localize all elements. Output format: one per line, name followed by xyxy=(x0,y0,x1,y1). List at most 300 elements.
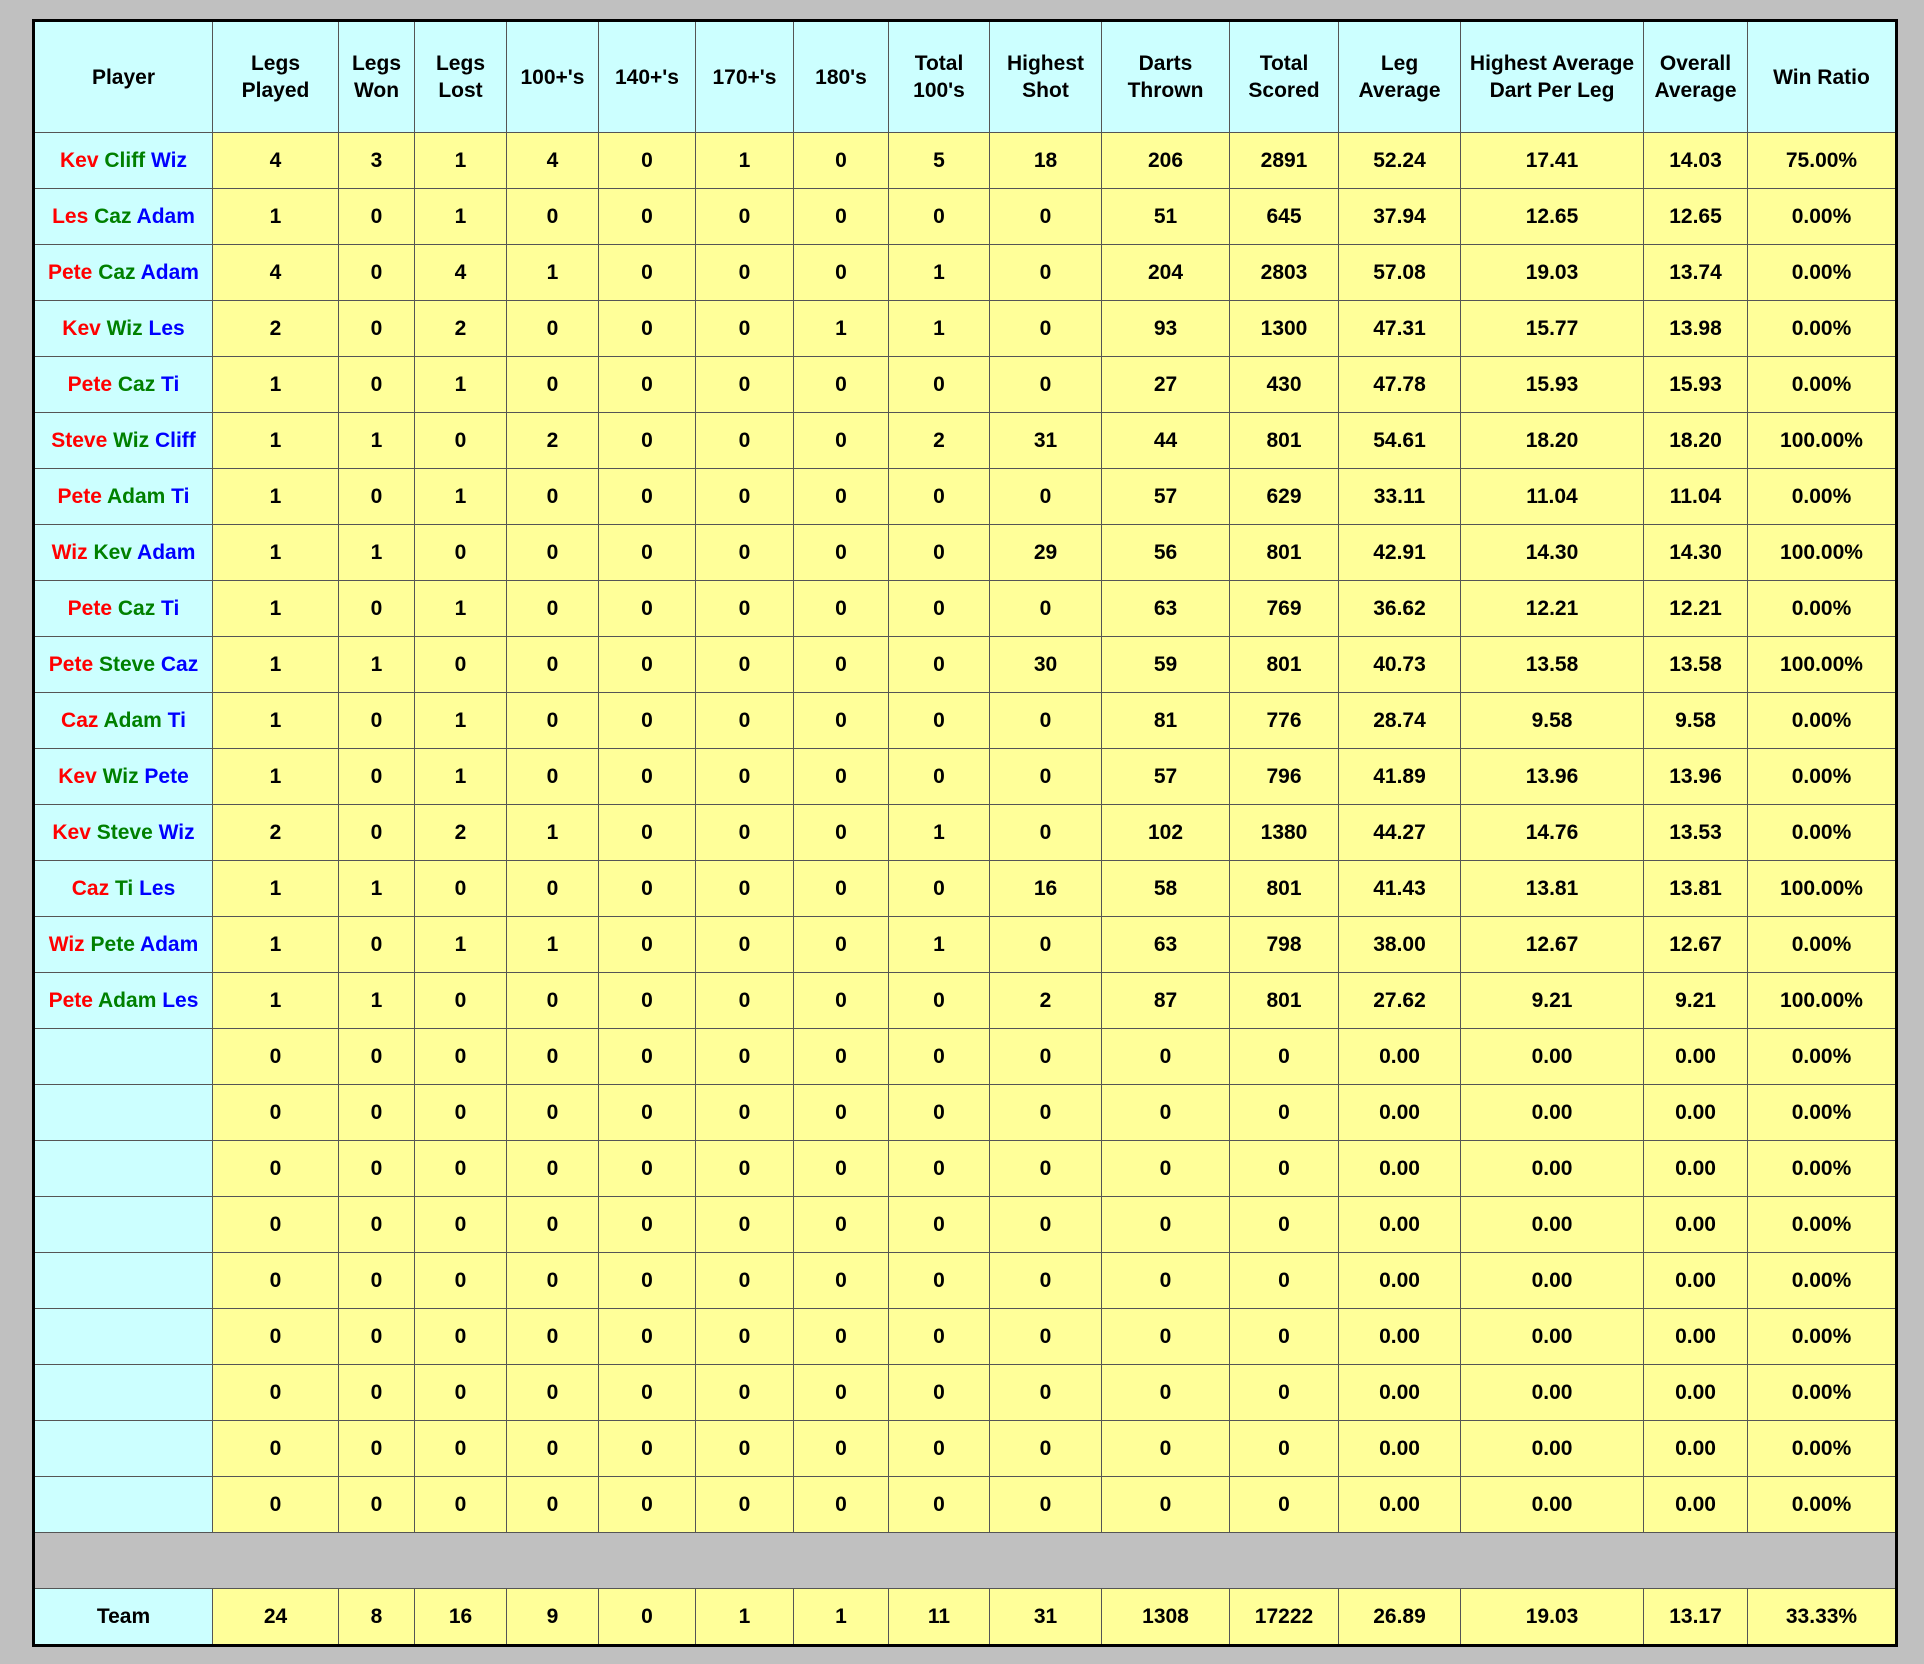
stat-cell: 1 xyxy=(507,805,599,861)
stat-cell: 0.00 xyxy=(1339,1477,1461,1533)
stat-cell: 52.24 xyxy=(1339,133,1461,189)
stat-cell: 9.58 xyxy=(1461,693,1644,749)
stat-cell: 1 xyxy=(213,973,339,1029)
stat-cell: 57 xyxy=(1102,749,1230,805)
stat-cell: 0 xyxy=(339,1029,415,1085)
table-row xyxy=(34,357,1897,413)
player-name: Wiz xyxy=(48,932,85,956)
stat-cell: 0 xyxy=(794,1141,889,1197)
stat-cell: 59 xyxy=(1102,637,1230,693)
stat-cell: 0 xyxy=(339,357,415,413)
stat-cell: 0 xyxy=(599,749,696,805)
stat-cell: 0 xyxy=(794,1477,889,1533)
stat-cell: 0 xyxy=(696,973,794,1029)
stat-cell: 1 xyxy=(794,301,889,357)
stat-cell: 0 xyxy=(507,1141,599,1197)
column-header: Player xyxy=(34,21,213,133)
stat-cell: 102 xyxy=(1102,805,1230,861)
stat-cell: 801 xyxy=(1230,525,1339,581)
stat-cell: 1300 xyxy=(1230,301,1339,357)
table-row xyxy=(34,693,1897,749)
stat-cell: 0 xyxy=(889,581,990,637)
stat-cell: 36.62 xyxy=(1339,581,1461,637)
player-name: Adam xyxy=(103,708,162,732)
stat-cell: 206 xyxy=(1102,133,1230,189)
stat-cell: 0 xyxy=(213,1197,339,1253)
stat-cell: 5 xyxy=(889,133,990,189)
stat-cell: 0 xyxy=(794,189,889,245)
column-header: Darts Thrown xyxy=(1102,21,1230,133)
stat-cell: 0.00 xyxy=(1461,1477,1644,1533)
stat-cell: 0.00 xyxy=(1644,1309,1748,1365)
player-name: Les xyxy=(148,316,185,340)
stat-cell: 2803 xyxy=(1230,245,1339,301)
stat-cell: 0 xyxy=(696,1477,794,1533)
column-header: Legs Played xyxy=(213,21,339,133)
stat-cell: 0 xyxy=(990,1253,1102,1309)
stat-cell: 2 xyxy=(415,805,507,861)
stat-cell: 0 xyxy=(794,413,889,469)
stat-cell: 0.00 xyxy=(1339,1421,1461,1477)
stat-cell: 1 xyxy=(339,637,415,693)
stat-cell: 0.00% xyxy=(1748,357,1897,413)
stat-cell: 0.00 xyxy=(1339,1253,1461,1309)
team-stat-cell: 13.17 xyxy=(1644,1589,1748,1646)
stat-cell: 1 xyxy=(213,917,339,973)
stat-cell: 0 xyxy=(794,469,889,525)
stat-cell: 769 xyxy=(1230,581,1339,637)
stat-cell: 0.00 xyxy=(1644,1477,1748,1533)
stat-cell: 1 xyxy=(415,357,507,413)
stat-cell: 0 xyxy=(339,189,415,245)
table-row xyxy=(34,917,1897,973)
player-name: Pete xyxy=(67,596,112,620)
column-header: 170+'s xyxy=(696,21,794,133)
table-row xyxy=(34,637,1897,693)
stat-cell: 0.00 xyxy=(1461,1309,1644,1365)
stat-cell: 0 xyxy=(1230,1141,1339,1197)
stat-cell: 1 xyxy=(415,917,507,973)
column-header: 100+'s xyxy=(507,21,599,133)
stat-cell: 0 xyxy=(1230,1085,1339,1141)
stat-cell: 30 xyxy=(990,637,1102,693)
stat-cell: 0.00% xyxy=(1748,917,1897,973)
player-name: Wiz xyxy=(106,316,143,340)
stat-cell: 0 xyxy=(794,805,889,861)
player-name: Pete xyxy=(48,988,93,1012)
stat-cell: 0 xyxy=(696,1085,794,1141)
stat-cell: 1 xyxy=(213,749,339,805)
player-cell xyxy=(34,805,213,861)
stat-cell: 37.94 xyxy=(1339,189,1461,245)
stat-cell: 0 xyxy=(415,1141,507,1197)
stat-cell: 0 xyxy=(990,1029,1102,1085)
stat-cell: 0 xyxy=(696,861,794,917)
team-stat-cell: 1 xyxy=(794,1589,889,1646)
stat-cell: 13.74 xyxy=(1644,245,1748,301)
stat-cell: 0 xyxy=(507,525,599,581)
stat-cell: 15.93 xyxy=(1644,357,1748,413)
stat-cell: 0 xyxy=(507,357,599,413)
stat-cell: 17.41 xyxy=(1461,133,1644,189)
stat-cell: 0 xyxy=(507,1029,599,1085)
player-cell xyxy=(34,861,213,917)
stat-cell: 1 xyxy=(213,637,339,693)
stat-cell: 13.81 xyxy=(1461,861,1644,917)
stat-cell: 0 xyxy=(794,861,889,917)
stat-cell: 2 xyxy=(213,805,339,861)
stat-cell: 0 xyxy=(794,133,889,189)
stat-cell: 0 xyxy=(696,917,794,973)
player-name: Adam xyxy=(98,988,157,1012)
stat-cell: 0 xyxy=(696,1309,794,1365)
stat-cell: 0 xyxy=(1102,1365,1230,1421)
stat-cell: 0.00 xyxy=(1339,1029,1461,1085)
stat-cell: 0.00% xyxy=(1748,1197,1897,1253)
stat-cell: 63 xyxy=(1102,917,1230,973)
stat-cell: 0 xyxy=(415,1421,507,1477)
stat-cell: 0 xyxy=(990,805,1102,861)
stat-cell: 0.00% xyxy=(1748,693,1897,749)
player-cell xyxy=(34,693,213,749)
column-header: 180's xyxy=(794,21,889,133)
team-total-row xyxy=(34,1589,1897,1646)
stat-cell: 0 xyxy=(794,637,889,693)
table-row xyxy=(34,525,1897,581)
stat-cell: 16 xyxy=(990,861,1102,917)
stat-cell: 1 xyxy=(507,245,599,301)
stat-cell: 13.58 xyxy=(1644,637,1748,693)
stat-cell: 1 xyxy=(889,301,990,357)
stat-cell: 4 xyxy=(213,245,339,301)
stat-cell: 0 xyxy=(990,245,1102,301)
stat-cell: 0 xyxy=(794,525,889,581)
stat-cell: 1 xyxy=(213,469,339,525)
stat-cell: 0 xyxy=(990,1085,1102,1141)
team-stat-cell: 26.89 xyxy=(1339,1589,1461,1646)
table-row xyxy=(34,581,1897,637)
stat-cell: 0 xyxy=(507,1477,599,1533)
team-stat-cell: 0 xyxy=(599,1589,696,1646)
stat-cell: 0.00 xyxy=(1461,1421,1644,1477)
player-name: Les xyxy=(52,204,89,228)
table-row xyxy=(34,1421,1897,1477)
table-row xyxy=(34,805,1897,861)
stat-cell: 1 xyxy=(213,861,339,917)
stat-cell: 0 xyxy=(339,917,415,973)
stat-cell: 1 xyxy=(213,413,339,469)
player-cell xyxy=(34,189,213,245)
stat-cell: 801 xyxy=(1230,413,1339,469)
stat-cell: 100.00% xyxy=(1748,861,1897,917)
team-stat-cell: 1 xyxy=(696,1589,794,1646)
stat-cell: 0 xyxy=(889,1197,990,1253)
stat-cell: 0.00% xyxy=(1748,581,1897,637)
stat-cell: 0 xyxy=(507,1309,599,1365)
stat-cell: 0 xyxy=(599,805,696,861)
stat-cell: 27.62 xyxy=(1339,973,1461,1029)
stat-cell: 2 xyxy=(415,301,507,357)
stat-cell: 0 xyxy=(339,301,415,357)
stat-cell: 801 xyxy=(1230,861,1339,917)
stat-cell: 0 xyxy=(794,1029,889,1085)
stat-cell: 0.00 xyxy=(1461,1365,1644,1421)
player-name: Caz xyxy=(117,372,156,396)
stat-cell: 13.53 xyxy=(1644,805,1748,861)
stat-cell: 0 xyxy=(696,413,794,469)
table-row xyxy=(34,301,1897,357)
team-stat-cell: 16 xyxy=(415,1589,507,1646)
stat-cell: 0.00 xyxy=(1644,1141,1748,1197)
stat-cell: 18 xyxy=(990,133,1102,189)
column-header: Legs Lost xyxy=(415,21,507,133)
stat-cell: 0 xyxy=(507,693,599,749)
stat-cell: 0 xyxy=(794,973,889,1029)
stat-cell: 0 xyxy=(415,1085,507,1141)
stat-cell: 0 xyxy=(794,917,889,973)
stat-cell: 0 xyxy=(599,525,696,581)
stat-cell: 1 xyxy=(889,805,990,861)
stat-cell: 1 xyxy=(339,861,415,917)
stat-cell: 40.73 xyxy=(1339,637,1461,693)
stat-cell: 0 xyxy=(1102,1421,1230,1477)
stat-cell: 0 xyxy=(599,693,696,749)
stat-cell: 0 xyxy=(339,1141,415,1197)
stat-cell: 14.76 xyxy=(1461,805,1644,861)
stat-cell: 0 xyxy=(889,1029,990,1085)
stat-cell: 12.21 xyxy=(1644,581,1748,637)
stat-cell: 0 xyxy=(339,1309,415,1365)
team-label: Team xyxy=(34,1589,213,1646)
column-header: Highest Shot xyxy=(990,21,1102,133)
stat-cell: 0 xyxy=(415,1253,507,1309)
player-cell xyxy=(34,973,213,1029)
player-name: Caz xyxy=(61,708,99,732)
stat-cell: 58 xyxy=(1102,861,1230,917)
stat-cell: 0 xyxy=(990,1309,1102,1365)
stat-cell: 38.00 xyxy=(1339,917,1461,973)
stat-cell: 0 xyxy=(507,1085,599,1141)
table-row xyxy=(34,1197,1897,1253)
stat-cell: 0 xyxy=(889,861,990,917)
header-row xyxy=(34,21,1897,133)
stat-cell: 0 xyxy=(415,1477,507,1533)
player-name: Les xyxy=(139,876,176,900)
stat-cell: 0.00 xyxy=(1339,1141,1461,1197)
stat-cell: 1 xyxy=(213,525,339,581)
stat-cell: 0 xyxy=(1102,1085,1230,1141)
stat-cell: 27 xyxy=(1102,357,1230,413)
stat-cell: 776 xyxy=(1230,693,1339,749)
stat-cell: 0 xyxy=(1230,1477,1339,1533)
stat-cell: 100.00% xyxy=(1748,525,1897,581)
player-name: Caz xyxy=(94,204,132,228)
spacer-cell xyxy=(34,1533,1897,1589)
stat-cell: 12.65 xyxy=(1644,189,1748,245)
stat-cell: 0 xyxy=(794,1309,889,1365)
stat-cell: 0.00% xyxy=(1748,469,1897,525)
column-header: Overall Average xyxy=(1644,21,1748,133)
stat-cell: 0.00 xyxy=(1339,1085,1461,1141)
player-name: Wiz xyxy=(113,428,150,452)
stat-cell: 0 xyxy=(599,1421,696,1477)
team-stat-cell: 11 xyxy=(889,1589,990,1646)
stat-cell: 63 xyxy=(1102,581,1230,637)
stat-cell: 0 xyxy=(990,749,1102,805)
player-cell xyxy=(34,133,213,189)
stat-cell: 15.77 xyxy=(1461,301,1644,357)
stat-cell: 0 xyxy=(696,1365,794,1421)
stat-cell: 0 xyxy=(990,581,1102,637)
stat-cell: 0 xyxy=(1102,1141,1230,1197)
stat-cell: 0.00% xyxy=(1748,1309,1897,1365)
table-row xyxy=(34,973,1897,1029)
stat-cell: 1 xyxy=(889,245,990,301)
player-cell xyxy=(34,413,213,469)
player-name: Kev xyxy=(62,316,101,340)
team-stat-cell: 1308 xyxy=(1102,1589,1230,1646)
stat-cell: 0 xyxy=(415,1309,507,1365)
stat-cell: 645 xyxy=(1230,189,1339,245)
stat-cell: 0 xyxy=(889,1421,990,1477)
player-name: Ti xyxy=(171,484,190,508)
stat-cell: 0 xyxy=(339,245,415,301)
team-stat-cell: 8 xyxy=(339,1589,415,1646)
stat-cell: 0.00 xyxy=(1644,1365,1748,1421)
stat-cell: 100.00% xyxy=(1748,973,1897,1029)
stat-cell: 41.43 xyxy=(1339,861,1461,917)
stat-cell: 44.27 xyxy=(1339,805,1461,861)
stat-cell: 100.00% xyxy=(1748,637,1897,693)
stat-cell: 0 xyxy=(696,805,794,861)
stat-cell: 13.58 xyxy=(1461,637,1644,693)
stat-cell: 0.00% xyxy=(1748,245,1897,301)
table-row xyxy=(34,413,1897,469)
table-row xyxy=(34,1309,1897,1365)
stat-cell: 0.00% xyxy=(1748,1085,1897,1141)
stat-cell: 0 xyxy=(213,1365,339,1421)
stat-cell: 0 xyxy=(794,581,889,637)
stat-cell: 0 xyxy=(339,469,415,525)
stat-cell: 0 xyxy=(599,469,696,525)
stat-cell: 0 xyxy=(696,693,794,749)
stat-cell: 0 xyxy=(889,693,990,749)
stat-cell: 1 xyxy=(696,133,794,189)
stat-cell: 0 xyxy=(889,525,990,581)
stat-cell: 33.11 xyxy=(1339,469,1461,525)
player-name: Caz xyxy=(160,652,199,676)
table-row xyxy=(34,1253,1897,1309)
stat-cell: 0 xyxy=(339,1421,415,1477)
stat-cell: 0 xyxy=(1230,1365,1339,1421)
stat-cell: 0.00 xyxy=(1461,1253,1644,1309)
player-name: Ti xyxy=(161,372,180,396)
stat-cell: 11.04 xyxy=(1644,469,1748,525)
stat-cell: 29 xyxy=(990,525,1102,581)
table-row xyxy=(34,133,1897,189)
stat-cell: 0.00 xyxy=(1461,1029,1644,1085)
stat-cell: 0 xyxy=(889,637,990,693)
stat-cell: 0 xyxy=(599,301,696,357)
stat-cell: 0 xyxy=(507,301,599,357)
stat-cell: 0 xyxy=(990,301,1102,357)
stat-cell: 0 xyxy=(599,1365,696,1421)
stat-cell: 0 xyxy=(599,1309,696,1365)
stat-cell: 0 xyxy=(889,189,990,245)
stat-cell: 0.00 xyxy=(1644,1029,1748,1085)
player-name: Kev xyxy=(58,764,97,788)
stat-cell: 798 xyxy=(1230,917,1339,973)
team-stat-cell: 9 xyxy=(507,1589,599,1646)
stat-cell: 0.00% xyxy=(1748,189,1897,245)
stat-cell: 0 xyxy=(889,1309,990,1365)
stat-cell: 0 xyxy=(507,1253,599,1309)
player-name: Ti xyxy=(114,876,134,900)
stat-cell: 1 xyxy=(415,469,507,525)
stat-cell: 0 xyxy=(599,357,696,413)
stat-cell: 0.00 xyxy=(1339,1365,1461,1421)
stat-cell: 0 xyxy=(339,581,415,637)
stat-cell: 0 xyxy=(599,1029,696,1085)
stat-cell: 0.00 xyxy=(1644,1085,1748,1141)
stat-cell: 9.21 xyxy=(1461,973,1644,1029)
stat-cell: 0.00% xyxy=(1748,1421,1897,1477)
player-cell xyxy=(34,917,213,973)
stat-cell: 2 xyxy=(889,413,990,469)
stat-cell: 57.08 xyxy=(1339,245,1461,301)
stat-cell: 0 xyxy=(889,1085,990,1141)
column-header: Total Scored xyxy=(1230,21,1339,133)
stat-cell: 0 xyxy=(794,1365,889,1421)
stat-cell: 42.91 xyxy=(1339,525,1461,581)
player-name: Ti xyxy=(161,596,180,620)
stat-cell: 0 xyxy=(599,1477,696,1533)
stat-cell: 0 xyxy=(696,357,794,413)
player-cell xyxy=(34,301,213,357)
stat-cell: 0.00 xyxy=(1644,1197,1748,1253)
stat-cell: 0 xyxy=(990,469,1102,525)
stat-cell: 0 xyxy=(1102,1029,1230,1085)
stat-cell: 0 xyxy=(599,1253,696,1309)
stat-cell: 12.67 xyxy=(1644,917,1748,973)
stat-cell: 0 xyxy=(1102,1253,1230,1309)
stat-cell: 0.00 xyxy=(1461,1085,1644,1141)
player-cell xyxy=(34,637,213,693)
stat-cell: 0 xyxy=(599,1197,696,1253)
stat-cell: 2 xyxy=(213,301,339,357)
player-cell xyxy=(34,525,213,581)
team-stat-cell: 19.03 xyxy=(1461,1589,1644,1646)
stat-cell: 75.00% xyxy=(1748,133,1897,189)
stat-cell: 0 xyxy=(990,1365,1102,1421)
stat-cell: 1 xyxy=(507,917,599,973)
stat-cell: 0 xyxy=(990,917,1102,973)
stat-cell: 12.21 xyxy=(1461,581,1644,637)
stat-cell: 0.00% xyxy=(1748,749,1897,805)
stat-cell: 9.58 xyxy=(1644,693,1748,749)
stat-cell: 0 xyxy=(1230,1253,1339,1309)
stat-cell: 0 xyxy=(599,917,696,973)
player-name: Adam xyxy=(137,540,196,564)
player-name: Adam xyxy=(106,484,166,508)
stat-cell: 0.00% xyxy=(1748,1253,1897,1309)
stat-cell: 13.98 xyxy=(1644,301,1748,357)
stat-cell: 0 xyxy=(339,1477,415,1533)
stat-cell: 0 xyxy=(696,525,794,581)
stat-cell: 0 xyxy=(507,637,599,693)
stat-cell: 0 xyxy=(339,1365,415,1421)
stat-cell: 0 xyxy=(415,1365,507,1421)
